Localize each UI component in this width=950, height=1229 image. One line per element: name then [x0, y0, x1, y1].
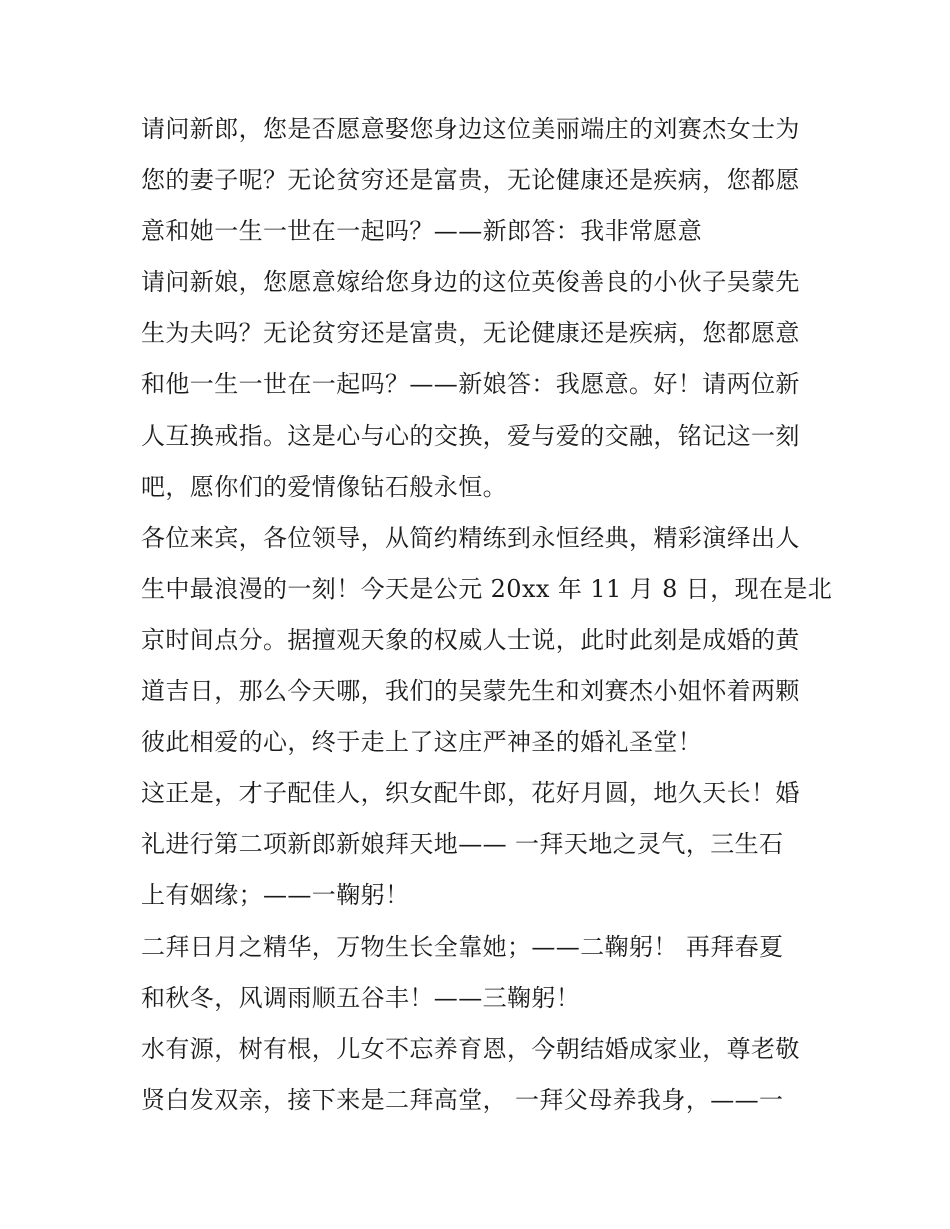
- text-line: 彼此相爱的心，终于走上了这庄严神圣的婚礼圣堂！: [141, 728, 703, 757]
- text-line: 生为夫吗？无论贫穷还是富贵，无论健康还是疾病，您都愿意: [141, 319, 800, 348]
- text-line: 和他一生一世在一起吗？——新娘答：我愿意。好！请两位新: [141, 370, 800, 399]
- text-line: 请问新娘，您愿意嫁给您身边的这位英俊善良的小伙子吴蒙先: [141, 268, 800, 297]
- text-line: 和秋冬，风调雨顺五谷丰！——三鞠躬！: [141, 983, 581, 1012]
- text-line: 这正是，才子配佳人，织女配牛郎，花好月圆，地久天长！婚: [141, 779, 800, 808]
- text-line: 您的妻子呢？无论贫穷还是富贵，无论健康还是疾病，您都愿: [141, 166, 800, 195]
- text-line: 水有源，树有根，儿女不忘养育恩，今朝结婚成家业，尊老敬: [141, 1034, 800, 1063]
- text-line: 各位来宾，各位领导，从简约精练到永恒经典，精彩演绎出人: [141, 523, 800, 552]
- text-line: 意和她一生一世在一起吗？——新郎答：我非常愿意: [141, 217, 703, 246]
- text-line: 京时间点分。据擅观天象的权威人士说，此时此刻是成婚的黄: [141, 625, 800, 654]
- text-line: 人互换戒指。这是心与心的交换，爱与爱的交融，铭记这一刻: [141, 421, 800, 450]
- text-line: 上有姻缘；——一鞠躬！: [141, 881, 410, 910]
- text-line: 吧，愿你们的爱情像钻石般永恒。: [141, 472, 507, 501]
- text-line: 二拜日月之精华，万物生长全靠她；——二鞠躬！ 再拜春夏: [141, 932, 784, 961]
- text-line: 贤白发双亲，接下来是二拜高堂， 一拜父母养我身，——一: [141, 1085, 784, 1114]
- text-line: 请问新郎，您是否愿意娶您身边这位美丽端庄的刘赛杰女士为: [141, 115, 800, 143]
- text-line: 礼进行第二项新郎新娘拜天地—— 一拜天地之灵气，三生石: [141, 830, 784, 859]
- text-line: 道吉日，那么今天哪，我们的吴蒙先生和刘赛杰小姐怀着两颗: [141, 677, 800, 706]
- document-body: [141, 104, 833, 1126]
- text-line: 生中最浪漫的一刻！今天是公元 20xx 年 11 月 8 日，现在是北: [141, 574, 833, 603]
